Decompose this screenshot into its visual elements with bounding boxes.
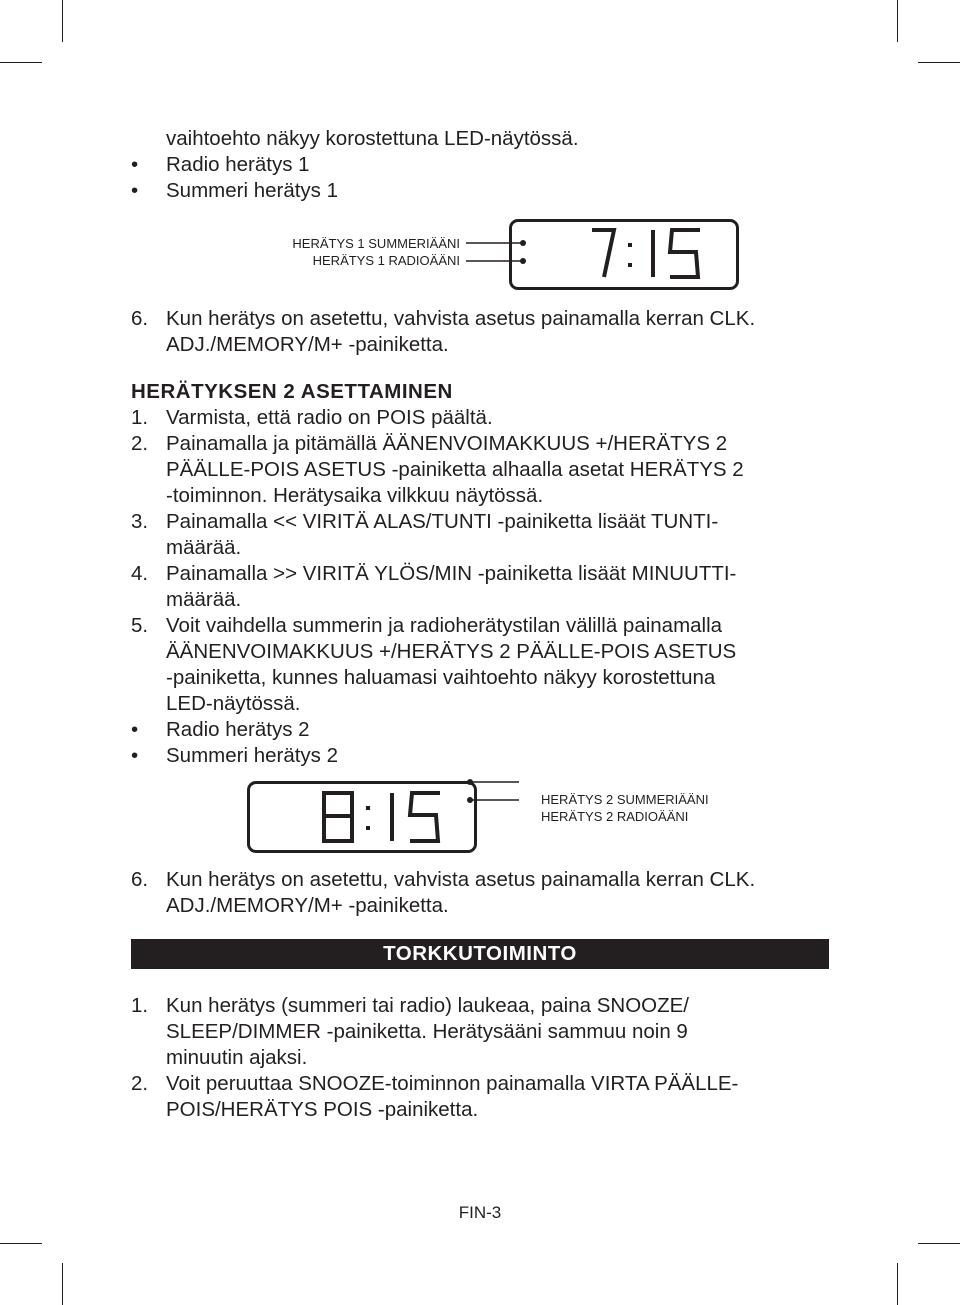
- snooze-step2-line2: POIS/HERÄTYS POIS -painiketta.: [166, 1098, 479, 1121]
- step4-line2: määrää.: [166, 588, 242, 611]
- display1-label-buzzer: HERÄTYS 1 SUMMERIÄÄNI: [292, 236, 460, 251]
- step5-line2: ÄÄNENVOIMAKKUUS +/HERÄTYS 2 PÄÄLLE-POIS ASETUS: [166, 640, 737, 663]
- step3-line2: määrää.: [166, 536, 242, 559]
- step-number: 6.: [131, 868, 149, 891]
- intro-line: vaihtoehto näkyy korostettuna LED-näytössä.: [166, 127, 579, 150]
- step-number: 2.: [131, 432, 149, 455]
- step3-line1: Painamalla << VIRITÄ ALAS/TUNTI -painiketta lisäät TUNTI-: [166, 510, 719, 533]
- bullet-radio-alarm-1: Radio herätys 1: [166, 153, 310, 176]
- step-number: 4.: [131, 562, 149, 585]
- step1-line1: Varmista, että radio on POIS päältä.: [166, 406, 493, 429]
- bullet-buzzer-alarm-1: Summeri herätys 1: [166, 179, 339, 202]
- step5-line1: Voit vaihdella summerin ja radioherätystilan välillä painamalla: [166, 614, 723, 637]
- step-number: 1.: [131, 406, 149, 429]
- snooze-step1-line1: Kun herätys (summeri tai radio) laukeaa, paina SNOOZE/: [166, 994, 689, 1017]
- led-display-alarm-2: [247, 781, 477, 853]
- step2-line2: PÄÄLLE-POIS ASETUS -painiketta alhaalla asetat HERÄTYS 2: [166, 458, 744, 481]
- step6-line1: Kun herätys on asetettu, vahvista asetus painamalla kerran CLK.: [166, 307, 756, 330]
- snooze-step1-line3: minuutin ajaksi.: [166, 1046, 308, 1069]
- bullet-radio-alarm-2: Radio herätys 2: [166, 718, 310, 741]
- step6b-line1: Kun herätys on asetettu, vahvista asetus painamalla kerran CLK.: [166, 868, 756, 891]
- step5-line3: -painiketta, kunnes haluamasi vaihtoehto näkyy korostettuna: [166, 666, 716, 689]
- page-number: FIN-3: [458, 1203, 502, 1222]
- step2-line1: Painamalla ja pitämällä ÄÄNENVOIMAKKUUS +/HERÄTYS 2: [166, 432, 728, 455]
- bullet-dot: •: [131, 718, 139, 741]
- snooze-step1-line2: SLEEP/DIMMER -painiketta. Herätysääni sammuu noin 9: [166, 1020, 688, 1043]
- bullet-buzzer-alarm-2: Summeri herätys 2: [166, 744, 339, 767]
- snooze-step2-line1: Voit peruuttaa SNOOZE-toiminnon painamalla VIRTA PÄÄLLE-: [166, 1072, 739, 1095]
- bullet-dot: •: [131, 153, 139, 176]
- step4-line1: Painamalla >> VIRITÄ YLÖS/MIN -painiketta lisäät MINUUTTI-: [166, 562, 737, 585]
- step6-line2: ADJ./MEMORY/M+ -painiketta.: [166, 333, 449, 356]
- step-number: 6.: [131, 307, 149, 330]
- step-number: 5.: [131, 614, 149, 637]
- display2-label-radio: HERÄTYS 2 RADIOÄÄNI: [541, 809, 689, 824]
- step-number: 1.: [131, 994, 149, 1017]
- display2-label-buzzer: HERÄTYS 2 SUMMERIÄÄNI: [541, 792, 709, 807]
- led-display-alarm-1: [509, 219, 739, 290]
- step6b-line2: ADJ./MEMORY/M+ -painiketta.: [166, 894, 449, 917]
- bullet-dot: •: [131, 744, 139, 767]
- display1-time: [512, 222, 736, 287]
- step2-line3: -toiminnon. Herätysaika vilkkuu näytössä.: [166, 484, 544, 507]
- step-number: 2.: [131, 1072, 149, 1095]
- bullet-dot: •: [131, 179, 139, 202]
- step5-line4: LED-näytössä.: [166, 692, 301, 715]
- section-heading-alarm-2: HERÄTYKSEN 2 ASETTAMINEN: [131, 380, 453, 403]
- display2-time: [250, 784, 474, 850]
- section-heading-bar: [131, 939, 829, 969]
- section-heading-snooze: TORKKUTOIMINTO: [383, 942, 577, 965]
- step-number: 3.: [131, 510, 149, 533]
- display1-label-radio: HERÄTYS 1 RADIOÄÄNI: [312, 253, 460, 268]
